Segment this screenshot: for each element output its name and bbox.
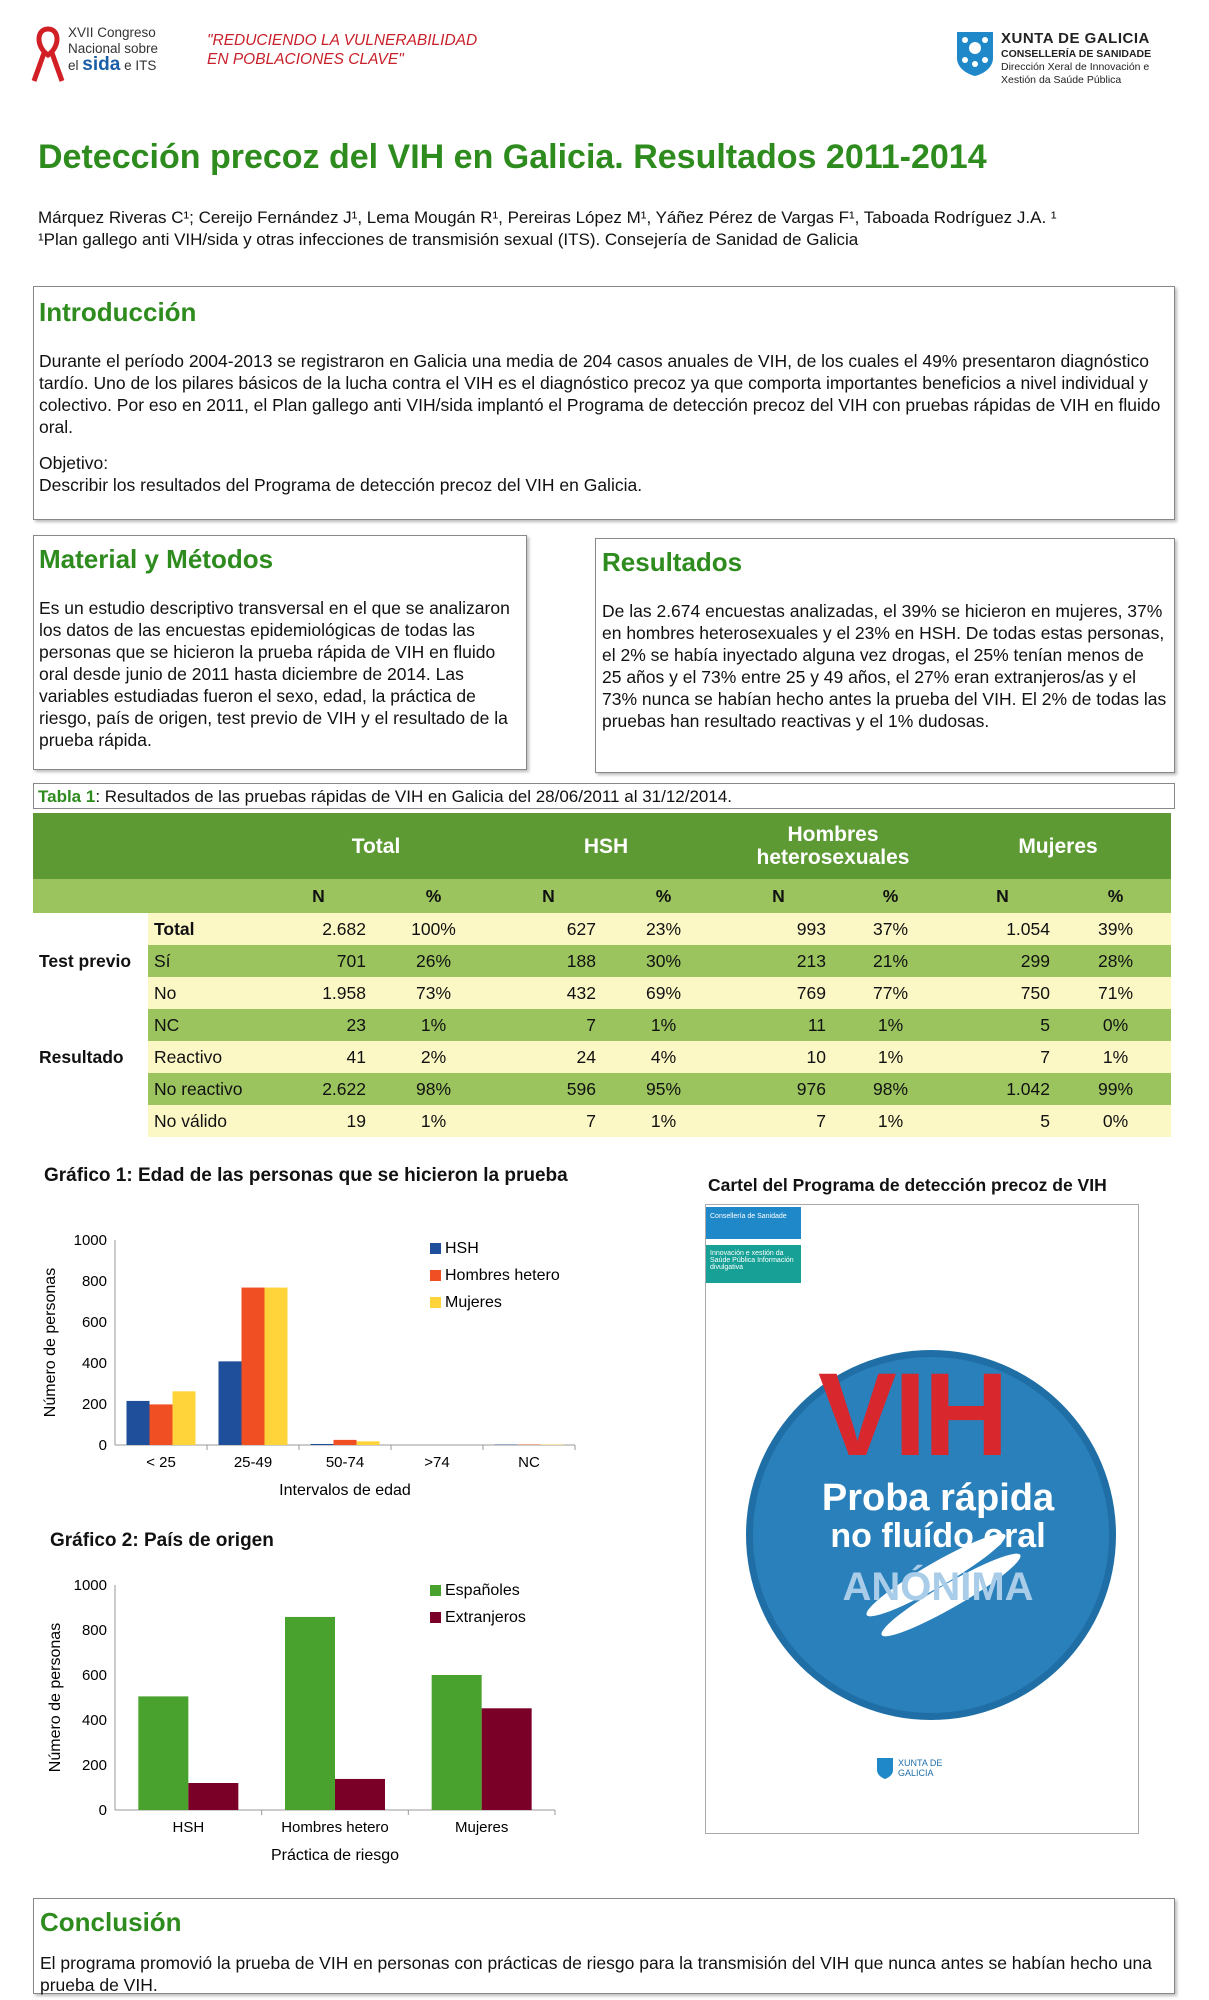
- row-section: [33, 913, 148, 945]
- table-cell: 7: [491, 1009, 606, 1041]
- row-section: Resultado: [33, 1041, 148, 1073]
- bar: [311, 1444, 334, 1445]
- table-caption-label: Tabla 1: [38, 787, 96, 806]
- table-cell: 1%: [836, 1105, 945, 1137]
- slogan-line1: "REDUCIENDO LA VULNERABILIDAD: [207, 32, 478, 49]
- y-tick-label: 800: [81, 1622, 107, 1639]
- poster-tab2: Innovación e xestión da Saúde Pública Información divulgativa: [706, 1245, 801, 1283]
- galicia-shield-icon: [876, 1757, 894, 1779]
- bar: [265, 1288, 288, 1445]
- legend-swatch: [430, 1297, 441, 1308]
- poster-tab1: Consellería de Sanidade: [706, 1207, 801, 1239]
- poster-footer-logo: [876, 1757, 958, 1779]
- table-cell: 99%: [1060, 1073, 1171, 1105]
- table-cell: 0%: [1060, 1009, 1171, 1041]
- bar: [432, 1675, 482, 1810]
- table-group-header: HSH: [491, 813, 721, 879]
- table-cell: 73%: [376, 977, 491, 1009]
- table-cell: 769: [721, 977, 836, 1009]
- table-cell: 41: [261, 1041, 376, 1073]
- row-section: [33, 1009, 148, 1041]
- col-pct: %: [376, 879, 491, 913]
- table-caption: [33, 783, 1175, 809]
- poster-line2: no fluído oral: [830, 1517, 1046, 1555]
- xunta-name: XUNTA DE GALICIA: [1001, 30, 1150, 47]
- poster-image: [705, 1204, 1139, 1834]
- congress-line1: XVII Congreso: [68, 25, 156, 40]
- table-row: [33, 945, 1171, 977]
- y-tick-label: 600: [81, 1667, 107, 1684]
- table-cell: 299: [945, 945, 1060, 977]
- congress-line3c: e ITS: [124, 58, 157, 73]
- legend-swatch: [430, 1585, 441, 1596]
- bar: [138, 1696, 188, 1810]
- legend-label: Españoles: [445, 1582, 520, 1599]
- table-cell: 1.042: [945, 1073, 1060, 1105]
- table-cell: 28%: [1060, 945, 1171, 977]
- col-n: N: [261, 879, 376, 913]
- row-label: Sí: [148, 945, 261, 977]
- table-cell: 10: [721, 1041, 836, 1073]
- poster-heading: Cartel del Programa de detección precoz de VIH: [708, 1175, 1107, 1195]
- conclusion-heading: Conclusión: [40, 1907, 182, 1937]
- table-cell: 213: [721, 945, 836, 977]
- table-cell: 1%: [376, 1105, 491, 1137]
- table-cell: 71%: [1060, 977, 1171, 1009]
- table-cell: 7: [721, 1105, 836, 1137]
- xunta-line2: CONSELLERÍA DE SANIDADE: [1001, 48, 1152, 60]
- x-tick-label: Mujeres: [454, 1819, 509, 1836]
- row-label: No: [148, 977, 261, 1009]
- table-cell: 98%: [376, 1073, 491, 1105]
- slogan: [207, 31, 477, 69]
- y-tick-label: 1000: [73, 1577, 107, 1594]
- poster-line3: ANÓNIMA: [842, 1565, 1034, 1609]
- table-cell: 5: [945, 1009, 1060, 1041]
- intro-body: Durante el período 2004-2013 se registraron en Galicia una media de 204 casos anuales de VIH, de los cuales el 49% presentaron diagnóstico tardío. Uno de los pilares básicos de la lucha contra el VIH es el diagnóstico precoz ya que comporta importantes beneficios a nivel individual y colectivo. Por eso en 2011, el Plan gallego anti VIH/sida implantó el Programa de detección precoz del VIH con pruebas rápidas de VIH en fluido oral.: [39, 351, 1161, 437]
- row-section: [33, 977, 148, 1009]
- congress-sida: sida: [82, 54, 121, 75]
- legend-swatch: [430, 1270, 441, 1281]
- x-tick-label: 50-74: [325, 1454, 365, 1471]
- table-cell: 23: [261, 1009, 376, 1041]
- bar: [335, 1779, 385, 1810]
- table-row: [33, 977, 1171, 1009]
- table-cell: 993: [721, 913, 836, 945]
- table-cell: 7: [491, 1105, 606, 1137]
- y-tick-label: 1000: [73, 1232, 107, 1249]
- col-n: N: [721, 879, 836, 913]
- table-cell: 37%: [836, 913, 945, 945]
- xunta-logo: [955, 30, 1195, 92]
- chart1-title: Gráfico 1: Edad de las personas que se hicieron la prueba: [44, 1165, 568, 1186]
- methods-section: [33, 535, 527, 770]
- table-cell: 5: [945, 1105, 1060, 1137]
- results-heading: Resultados: [602, 547, 743, 577]
- row-section: [33, 1105, 148, 1137]
- y-tick-label: 800: [81, 1273, 107, 1290]
- table-cell: 11: [721, 1009, 836, 1041]
- bar: [173, 1391, 196, 1445]
- methods-body: Es un estudio descriptivo transversal en el que se analizaron los datos de las encuestas epidemiológicas de todas las personas que se hicieron la prueba rápida de VIH en fluido oral desde junio de 2011 hasta diciembre de 2014. Las variables estudiadas fueron el sexo, edad, la práctica de riesgo, país de origen, test previo de VIH y el resultado de la prueba rápida.: [39, 598, 510, 750]
- table-cell: 69%: [606, 977, 721, 1009]
- table-cell: 1.054: [945, 913, 1060, 945]
- table-cell: 4%: [606, 1041, 721, 1073]
- y-axis-label: Número de personas: [47, 1622, 64, 1773]
- table-cell: 23%: [606, 913, 721, 945]
- table-cell: 7: [945, 1041, 1060, 1073]
- objective-text: Describir los resultados del Programa de detección precoz del VIH en Galicia.: [39, 475, 643, 495]
- bar: [188, 1783, 238, 1810]
- chart2: [30, 1560, 590, 1900]
- x-axis-label: Intervalos de edad: [279, 1482, 411, 1499]
- legend-swatch: [430, 1612, 441, 1623]
- table-cell: 21%: [836, 945, 945, 977]
- row-section: Test previo: [33, 945, 148, 977]
- x-tick-label: NC: [518, 1454, 540, 1471]
- objective-label: Objetivo:: [39, 453, 109, 473]
- table-cell: 2.682: [261, 913, 376, 945]
- table-cell: 39%: [1060, 913, 1171, 945]
- poster-line1: Proba rápida: [821, 1477, 1055, 1519]
- row-label: NC: [148, 1009, 261, 1041]
- conclusion-body: El programa promovió la prueba de VIH en personas con prácticas de riesgo para la transmisión del VIH que nunca antes se habían hecho una prueba de VIH.: [40, 1953, 1152, 1995]
- col-pct: %: [606, 879, 721, 913]
- table-cell: 701: [261, 945, 376, 977]
- table-cell: 98%: [836, 1073, 945, 1105]
- chart1: [30, 1215, 590, 1555]
- legend-label: Extranjeros: [445, 1609, 526, 1626]
- xunta-line3: Dirección Xeral de Innovación e: [1001, 61, 1150, 73]
- table-cell: 100%: [376, 913, 491, 945]
- col-pct: %: [836, 879, 945, 913]
- chart2-title: Gráfico 2: País de origen: [50, 1530, 274, 1551]
- y-tick-label: 600: [81, 1314, 107, 1331]
- table-cell: 976: [721, 1073, 836, 1105]
- intro-heading: Introducción: [39, 297, 197, 327]
- bar: [219, 1361, 242, 1445]
- table-cell: 30%: [606, 945, 721, 977]
- table-row: [33, 913, 1171, 945]
- table-cell: 432: [491, 977, 606, 1009]
- congress-logo: [30, 25, 180, 85]
- row-label: No reactivo: [148, 1073, 261, 1105]
- table-group-header: Total: [261, 813, 491, 879]
- results-table: [33, 813, 1171, 1137]
- legend-label: Mujeres: [445, 1294, 502, 1311]
- table-cell: 19: [261, 1105, 376, 1137]
- y-tick-label: 0: [98, 1437, 107, 1454]
- y-tick-label: 400: [81, 1355, 107, 1372]
- slogan-line2: EN POBLACIONES CLAVE": [207, 51, 404, 68]
- col-n: N: [491, 879, 606, 913]
- congress-line3a: el: [68, 58, 79, 73]
- bar: [482, 1708, 532, 1810]
- table-corner: [33, 813, 261, 879]
- y-axis-label: Número de personas: [42, 1267, 59, 1418]
- table-cell: 0%: [1060, 1105, 1171, 1137]
- legend-swatch: [430, 1243, 441, 1254]
- row-label: Total: [148, 913, 261, 945]
- intro-section: [33, 286, 1175, 520]
- table-cell: 1%: [836, 1009, 945, 1041]
- table-cell: 627: [491, 913, 606, 945]
- y-tick-label: 400: [81, 1712, 107, 1729]
- bar: [334, 1440, 357, 1445]
- table-cell: 1%: [836, 1041, 945, 1073]
- table-cell: 1%: [376, 1009, 491, 1041]
- col-n: N: [945, 879, 1060, 913]
- table-row: [33, 1105, 1171, 1137]
- y-tick-label: 200: [81, 1396, 107, 1413]
- congress-line2: Nacional sobre: [68, 41, 159, 56]
- row-label: No válido: [148, 1105, 261, 1137]
- table-group-header: Mujeres: [945, 813, 1171, 879]
- table-cell: 95%: [606, 1073, 721, 1105]
- table-cell: 750: [945, 977, 1060, 1009]
- bar: [242, 1288, 265, 1445]
- table-cell: 1%: [1060, 1041, 1171, 1073]
- legend-label: Hombres hetero: [445, 1267, 560, 1284]
- table-caption-text: : Resultados de las pruebas rápidas de VIH en Galicia del 28/06/2011 al 31/12/2014.: [95, 787, 732, 806]
- table-cell: 2.622: [261, 1073, 376, 1105]
- table-row: [33, 1073, 1171, 1105]
- bar: [127, 1401, 150, 1445]
- authors: Márquez Riveras C¹; Cereijo Fernández J¹, Lema Mougán R¹, Pereiras López M¹, Yáñez Pérez de Vargas F¹, Taboada Rodríguez J.A. ¹: [38, 208, 1057, 227]
- table-cell: 596: [491, 1073, 606, 1105]
- y-tick-label: 200: [81, 1757, 107, 1774]
- table-cell: 2%: [376, 1041, 491, 1073]
- poster-footer-text: XUNTA DE GALICIA: [898, 1758, 943, 1778]
- table-cell: 77%: [836, 977, 945, 1009]
- conclusion-section: [33, 1898, 1175, 1994]
- bar: [285, 1617, 335, 1810]
- row-label: Reactivo: [148, 1041, 261, 1073]
- table-group-header: Hombres heterosexuales: [721, 813, 945, 879]
- x-tick-label: < 25: [146, 1454, 176, 1471]
- galicia-shield-icon: [955, 30, 995, 76]
- results-section: [595, 538, 1175, 773]
- x-axis-label: Práctica de riesgo: [270, 1847, 400, 1864]
- affiliation: ¹Plan gallego anti VIH/sida y otras infecciones de transmisión sexual (ITS). Consejería de Sanidad de Galicia: [38, 230, 859, 249]
- row-section: [33, 1073, 148, 1105]
- table-cell: 1.958: [261, 977, 376, 1009]
- table-cell: 1%: [606, 1105, 721, 1137]
- table-cell: 188: [491, 945, 606, 977]
- x-tick-label: >74: [424, 1454, 450, 1471]
- col-pct: %: [1060, 879, 1171, 913]
- poster-big-text: VIH: [818, 1349, 1006, 1481]
- bar: [150, 1404, 173, 1445]
- poster-title: Detección precoz del VIH en Galicia. Resultados 2011-2014: [38, 138, 987, 176]
- x-tick-label: Hombres hetero: [281, 1819, 389, 1836]
- xunta-line4: Xestión da Saúde Pública: [1001, 74, 1122, 86]
- y-tick-label: 0: [98, 1802, 107, 1819]
- x-tick-label: 25-49: [233, 1454, 273, 1471]
- legend-label: HSH: [445, 1240, 479, 1257]
- red-ribbon-icon: [30, 25, 66, 83]
- bar: [357, 1441, 380, 1445]
- table-cell: 24: [491, 1041, 606, 1073]
- results-body: De las 2.674 encuestas analizadas, el 39% se hicieron en mujeres, 37% en hombres heterosexuales y el 23% en HSH. De todas estas personas, el 2% se había inyectado alguna vez drogas, el 25% tenían menos de 25 años y el 73% entre 25 y 49 años, el 27% eran extranjeros/as y el 73% nunca se habían hecho antes la prueba del VIH. El 2% de todas las pruebas han resultado reactivas y el 1% dudosas.: [602, 601, 1167, 731]
- table-row: [33, 1009, 1171, 1041]
- methods-heading: Material y Métodos: [39, 544, 274, 574]
- x-tick-label: HSH: [172, 1819, 205, 1836]
- table-cell: 26%: [376, 945, 491, 977]
- table-cell: 1%: [606, 1009, 721, 1041]
- table-row: [33, 1041, 1171, 1073]
